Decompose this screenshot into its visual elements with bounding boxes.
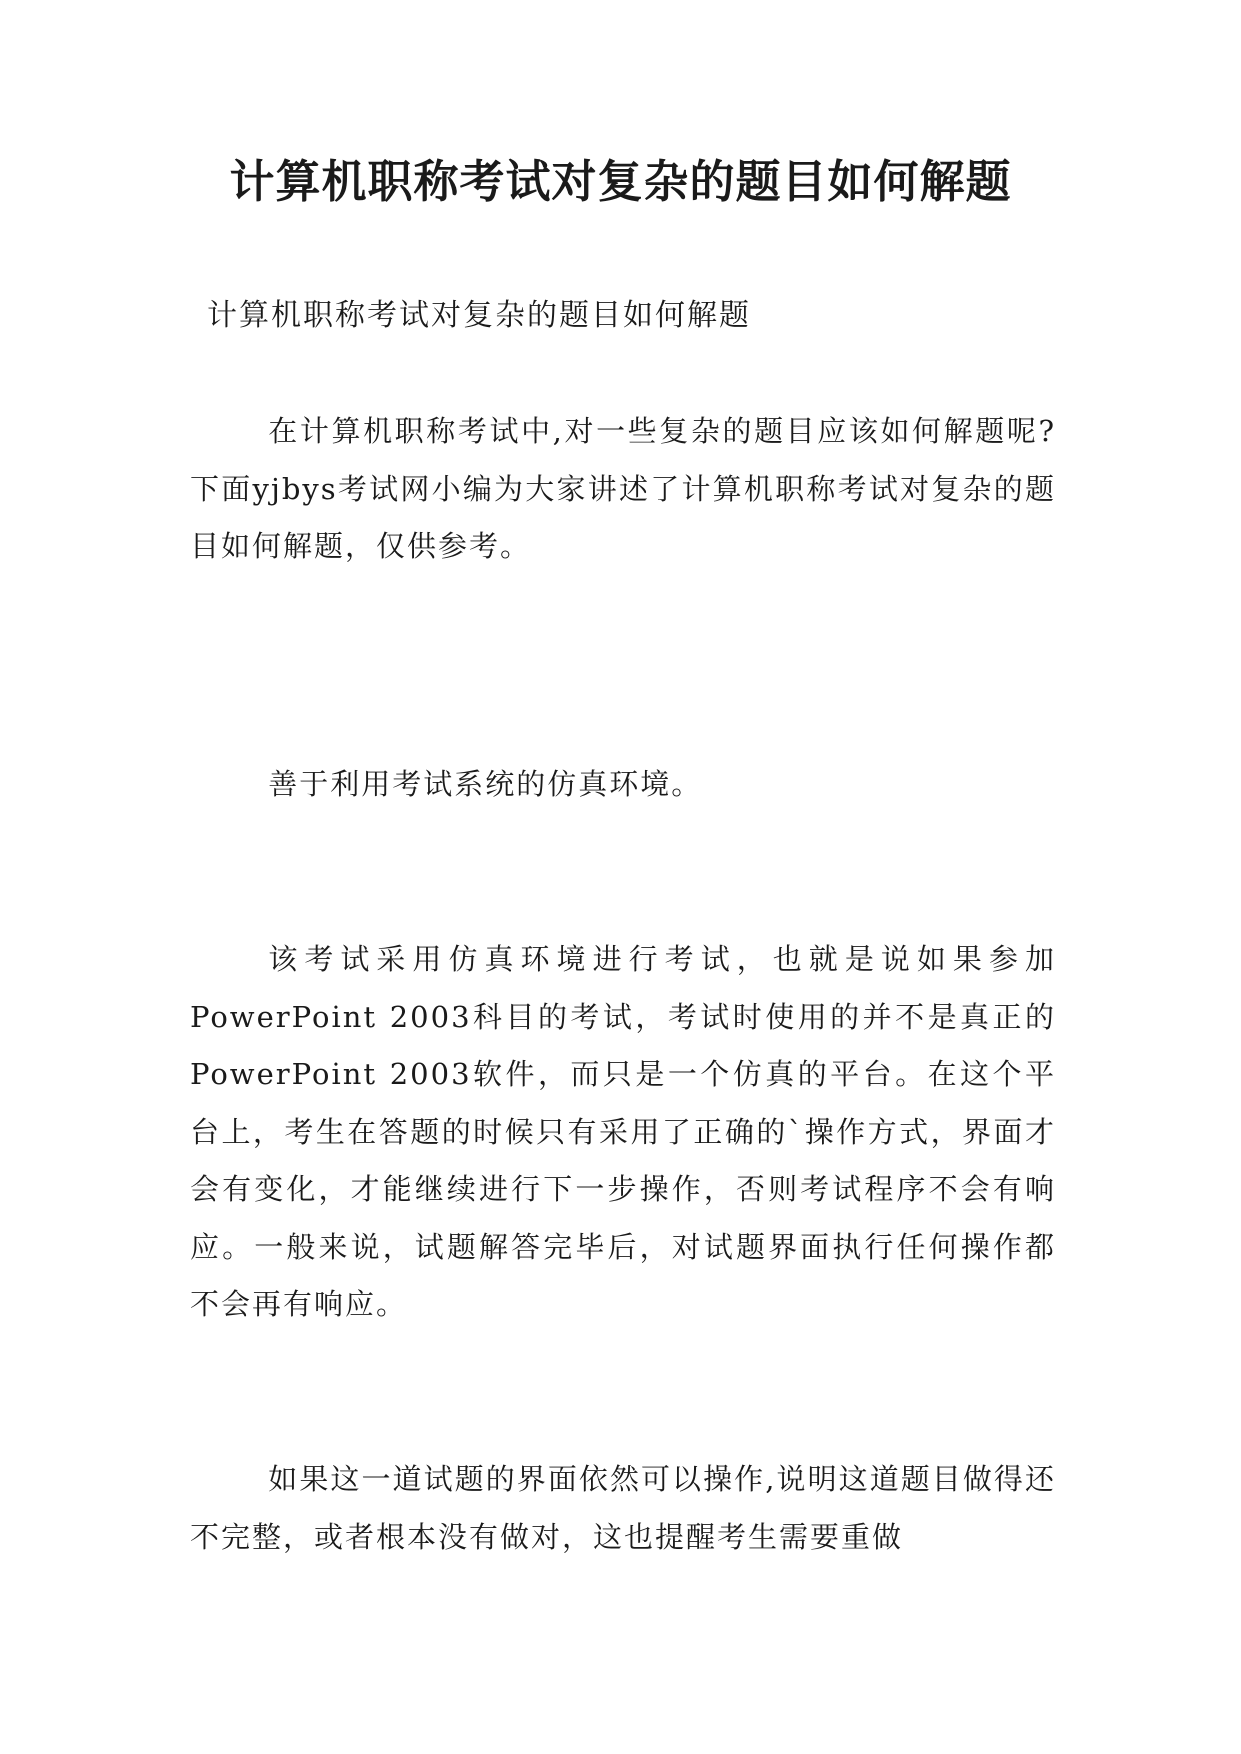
- paragraph-simulation-details: 该考试采用仿真环境进行考试，也就是说如果参加PowerPoint 2003科目的考试，考试时使用的并不是真正的PowerPoint 2003软件，而只是一个仿真的平台。在这个平台上，考生在答题的时候只有采用了正确的`操作方式，界面才会有变化，才能继续进行下一步操作，否则考试程序不会有响应。一般来说，试题解答完毕后，对试题界面执行任何操作都不会再有响应。: [190, 942, 1056, 1321]
- document-title: 计算机职称考试对复杂的题目如何解题: [229, 155, 1012, 208]
- paragraph-intro: 在计算机职称考试中,对一些复杂的题目应该如何解题呢?下面yjbys考试网小编为大家讲述了计算机职称考试对复杂的题目如何解题，仅供参考。: [190, 414, 1056, 563]
- paragraph-heading-simulation: 善于利用考试系统的仿真环境。: [268, 767, 703, 801]
- paragraph-redo-hint: 如果这一道试题的界面依然可以操作,说明这道题目做得还不完整，或者根本没有做对，这也提醒考生需要重做: [190, 1462, 1056, 1554]
- document-subtitle: 计算机职称考试对复杂的题目如何解题: [207, 298, 751, 333]
